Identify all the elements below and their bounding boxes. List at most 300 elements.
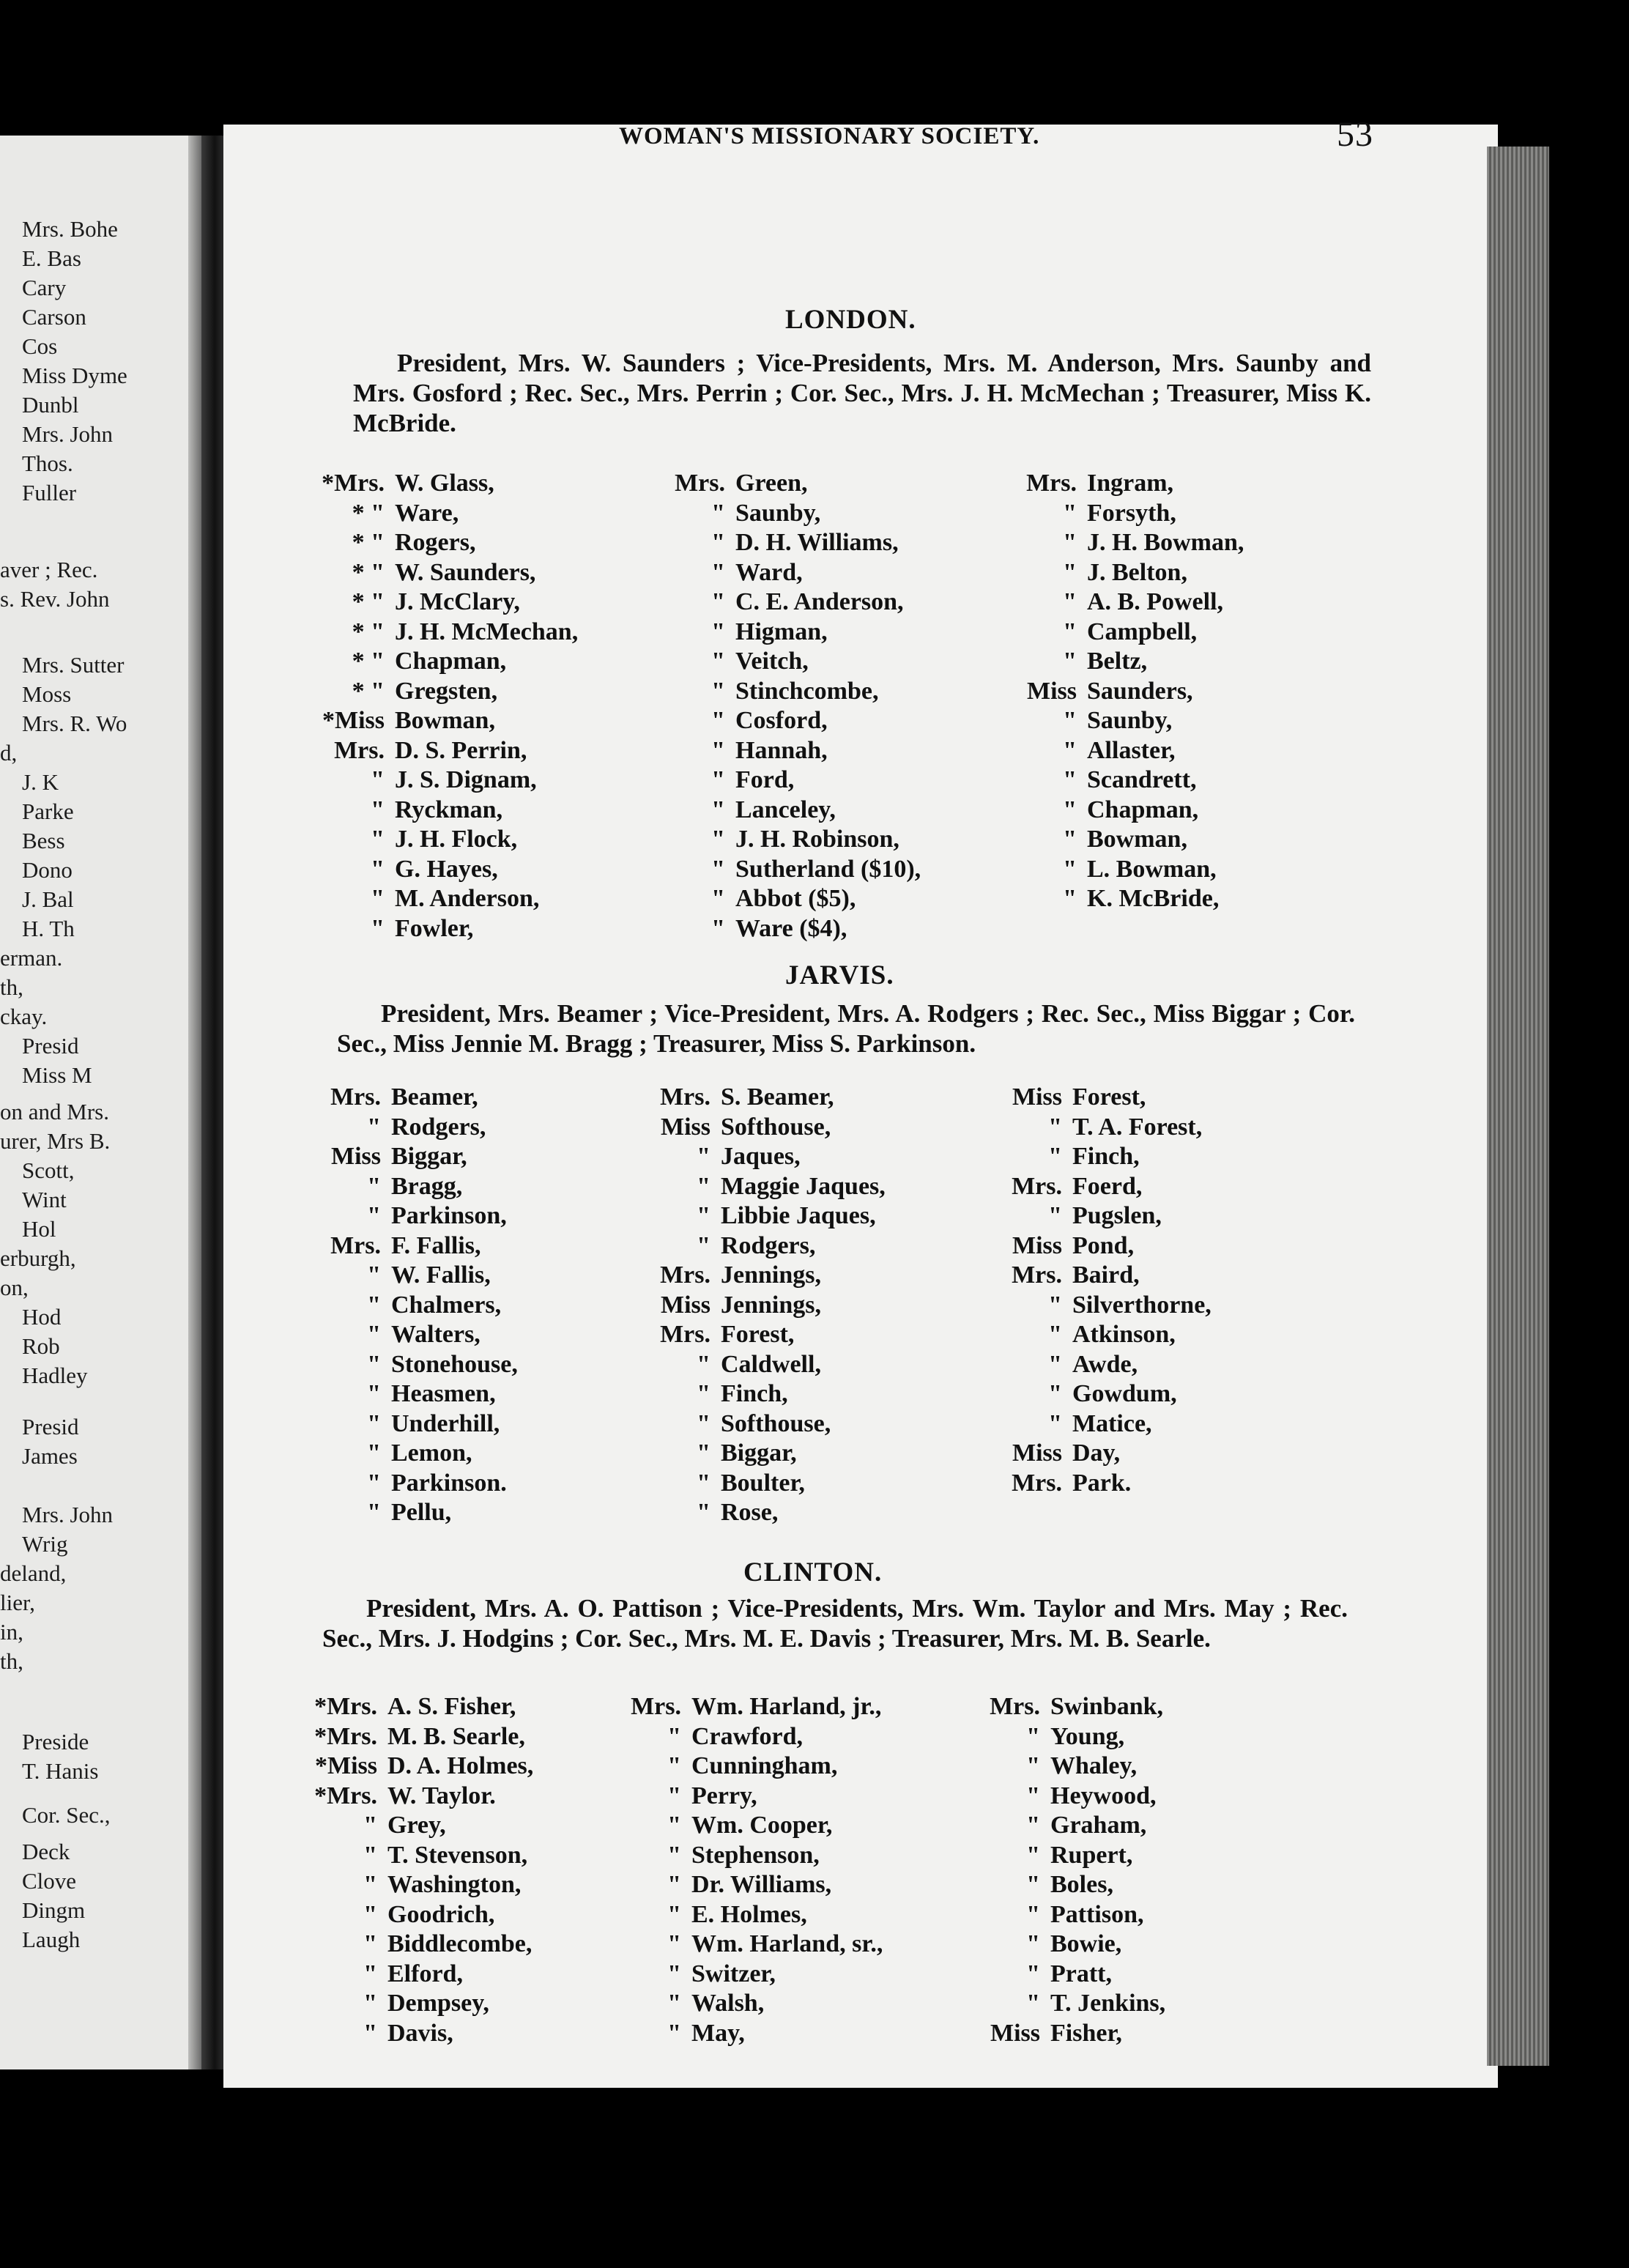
name-entry [982,1350,1211,1380]
name-entry [311,558,578,588]
name-entry [304,1960,533,1990]
title-prefix: " [371,855,385,883]
name-entry [982,1113,1211,1143]
name-entry [311,825,578,855]
member-name: Ryckman, [395,796,503,823]
title-prefix: " [667,1782,681,1809]
member-name: J. Belton, [1087,558,1187,586]
page-fore-edge [1487,147,1549,2066]
member-name: F. Fallis, [391,1231,481,1259]
name-entry [308,1379,518,1409]
left-page-fragment: th, [0,974,23,1000]
member-name: Atkinson, [1072,1321,1176,1348]
title-prefix: " [711,588,725,615]
book-spine [201,136,223,2069]
name-entry [996,884,1244,914]
name-entry [304,1722,533,1752]
officers-jarvis: President, Mrs. Beamer ; Vice-President, Mrs. A. Rodgers ; Rec. Sec., Miss Biggar ; Cor. Sec., Miss Jennie M. Bragg ; Treasurer, Miss S. Parkinson. [337,999,1355,1058]
left-page-fragment: ckay. [0,1004,48,1029]
left-page-fragment: deland, [0,1560,67,1586]
member-name: T. Stevenson, [387,1841,528,1869]
london-column-3 [996,469,1244,914]
left-page-fragment: Rob [22,1333,60,1359]
member-name: Graham, [1050,1812,1147,1839]
left-page-fragment: Dunbl [22,392,79,418]
title-prefix: " [711,558,725,586]
left-page-fragment: Mrs. R. Wo [22,711,127,736]
title-prefix: " [667,1812,681,1839]
name-entry [630,1350,886,1380]
member-name: Biggar, [391,1143,467,1170]
member-name: Davis, [387,2019,453,2047]
member-name: J. McClary, [395,588,520,615]
member-name: Jennings, [721,1261,821,1289]
title-prefix: * " [352,499,385,527]
title-prefix: " [367,1350,381,1378]
left-page-fragment: Thos. [22,451,73,476]
name-entry [960,2019,1165,2049]
title-prefix: *Mrs. [314,1693,377,1720]
member-name: Crawford, [691,1722,804,1750]
name-entry [996,588,1244,618]
member-name: Cunningham, [691,1752,838,1779]
title-prefix: Miss [990,2019,1040,2047]
name-entry [601,1841,883,1871]
title-prefix: " [711,499,725,527]
left-page-fragment: th, [0,1648,23,1674]
title-prefix: " [1048,1113,1062,1141]
left-page-fragment: urer, Mrs B. [0,1128,111,1154]
left-page-fragment: Deck [22,1839,70,1864]
member-name: Rupert, [1050,1841,1133,1869]
name-entry [645,677,921,707]
member-name: Bragg, [391,1172,463,1200]
name-entry [996,825,1244,855]
title-prefix: " [697,1499,710,1526]
title-prefix: Miss [661,1291,710,1319]
title-prefix: " [1063,558,1077,586]
name-entry [601,1960,883,1990]
left-page-fragment: Mrs. Bohe [22,216,118,242]
name-entry [601,1692,883,1722]
member-name: Perry, [691,1782,757,1809]
title-prefix: " [1063,529,1077,556]
member-name: Boulter, [721,1469,805,1497]
name-entry [304,1692,533,1722]
name-entry [960,1900,1165,1930]
title-prefix: " [367,1380,381,1407]
title-prefix: Mrs. [330,1083,381,1111]
jarvis-column-3 [982,1083,1211,1498]
name-entry [645,796,921,826]
left-page-fragment: T. Hanis [22,1758,99,1784]
name-entry [601,1870,883,1900]
member-name: Stephenson, [691,1841,820,1869]
member-name: Saunby, [735,499,821,527]
member-name: Lemon, [391,1439,472,1467]
title-prefix: " [711,529,725,556]
title-prefix: Mrs. [675,470,725,497]
title-prefix: " [667,1930,681,1957]
name-entry [311,647,578,677]
left-page-fragment: Miss M [22,1062,92,1088]
name-entry [996,528,1244,558]
name-entry [996,499,1244,529]
title-prefix: " [1063,826,1077,853]
title-prefix: Mrs. [660,1083,710,1111]
name-entry [645,825,921,855]
title-prefix: " [367,1291,381,1319]
title-prefix: Miss [1027,677,1077,705]
left-page-fragment: Mrs. John [22,421,114,447]
name-entry [311,706,578,736]
name-entry [601,1811,883,1841]
title-prefix: " [667,1900,681,1928]
name-entry [308,1142,518,1172]
name-entry [601,1989,883,2019]
name-entry [630,1498,886,1528]
title-prefix: " [367,1172,381,1200]
title-prefix: " [697,1350,710,1378]
title-prefix: " [1026,1990,1040,2017]
left-page-fragment: aver ; Rec. [0,557,98,582]
name-entry [630,1439,886,1469]
member-name: Gregsten, [395,677,498,705]
member-name: Rodgers, [721,1231,816,1259]
member-name: Silverthorne, [1072,1291,1211,1319]
member-name: L. Bowman, [1087,855,1217,883]
member-name: C. E. Anderson, [735,588,904,615]
title-prefix: Miss [1012,1439,1062,1467]
name-entry [645,855,921,885]
officers-clinton: President, Mrs. A. O. Pattison ; Vice-Presidents, Mrs. Wm. Taylor and Mrs. May ; Rec. Sec., Mrs. J. Hodgins ; Cor. Sec., Mrs. M. E. Davis ; Treasurer, Mrs. M. B. Searle. [322,1594,1348,1653]
title-prefix: " [1048,1202,1062,1229]
member-name: Washington, [387,1871,522,1898]
member-name: Pratt, [1050,1960,1113,1987]
name-entry [960,1960,1165,1990]
title-prefix: " [1026,1930,1040,1957]
title-prefix: Mrs. [1026,470,1077,497]
member-name: Ware ($4), [735,914,847,942]
title-prefix: " [1026,1812,1040,1839]
title-prefix: " [711,648,725,675]
title-prefix: *Mrs. [314,1722,377,1750]
member-name: Green, [735,470,808,497]
name-entry [308,1261,518,1291]
left-page-fragment: Cary [22,275,67,300]
name-entry [960,1722,1165,1752]
left-page-fragment: James [22,1443,78,1469]
name-entry [982,1409,1211,1439]
name-entry [311,914,578,944]
member-name: A. B. Powell, [1087,588,1224,615]
title-prefix: " [711,618,725,645]
name-entry [308,1320,518,1350]
member-name: Dr. Williams, [691,1871,832,1898]
name-entry [311,528,578,558]
member-name: Walters, [391,1321,480,1348]
member-name: Lanceley, [735,796,836,823]
title-prefix: * " [352,588,385,615]
left-page-fragment: Mrs. Sutter [22,652,125,678]
left-page-fragment: Clove [22,1868,77,1894]
title-prefix: " [1063,796,1077,823]
name-entry [645,588,921,618]
left-page-gutter [188,136,201,2069]
title-prefix: Mrs. [1012,1172,1062,1200]
name-entry [982,1379,1211,1409]
title-prefix: Mrs. [990,1693,1040,1720]
name-entry [311,796,578,826]
member-name: Pond, [1072,1231,1135,1259]
member-name: Ward, [735,558,803,586]
member-name: M. Anderson, [395,885,540,912]
name-entry [645,528,921,558]
member-name: Fowler, [395,914,474,942]
left-page-fragment: Fuller [22,480,77,505]
left-page-fragment: erburgh, [0,1245,76,1271]
title-prefix: " [367,1499,381,1526]
title-prefix: " [367,1439,381,1467]
title-prefix: " [363,1990,377,2017]
member-name: Pattison, [1050,1900,1144,1928]
left-page-fragment: Wint [22,1187,67,1212]
left-page-fragment: Scott, [22,1157,75,1183]
name-entry [645,914,921,944]
title-prefix: " [1063,707,1077,734]
member-name: Rose, [721,1499,779,1526]
name-entry [311,884,578,914]
name-entry [308,1350,518,1380]
title-prefix: " [667,1871,681,1898]
name-entry [304,1782,533,1812]
title-prefix: " [1048,1350,1062,1378]
member-name: Young, [1050,1722,1125,1750]
member-name: A. S. Fisher, [387,1693,516,1720]
left-page-fragment: Hol [22,1216,56,1242]
name-entry [982,1201,1211,1231]
name-entry [601,1930,883,1960]
title-prefix: " [1048,1380,1062,1407]
title-prefix: Mrs. [1012,1261,1062,1289]
name-entry [311,618,578,648]
name-entry [304,1811,533,1841]
name-entry [630,1409,886,1439]
title-prefix: " [1063,766,1077,793]
title-prefix: " [367,1409,381,1437]
london-column-2 [645,469,921,944]
member-name: Biddlecombe, [387,1930,533,1957]
title-prefix: Mrs. [1012,1469,1062,1497]
name-entry [630,1083,886,1113]
name-entry [630,1469,886,1499]
member-name: Softhouse, [721,1409,831,1437]
name-entry [996,677,1244,707]
name-entry [996,855,1244,885]
member-name: Heasmen, [391,1380,496,1407]
member-name: Beltz, [1087,648,1148,675]
name-entry [960,1811,1165,1841]
title-prefix: *Miss [315,1752,377,1779]
title-prefix: " [711,914,725,942]
member-name: Walsh, [691,1990,765,2017]
member-name: Whaley, [1050,1752,1138,1779]
name-entry [645,766,921,796]
officers-london: President, Mrs. W. Saunders ; Vice-Presidents, Mrs. M. Anderson, Mrs. Saunby and Mrs. Gosford ; Rec. Sec., Mrs. Perrin ; Cor. Sec., Mrs. J. H. McMechan ; Treasurer, Miss K. McBride. [353,349,1371,437]
name-entry [308,1231,518,1261]
title-prefix: " [711,826,725,853]
member-name: J. H. Robinson, [735,826,899,853]
member-name: Sutherland ($10), [735,855,921,883]
member-name: Gowdum, [1072,1380,1177,1407]
title-prefix: " [697,1469,710,1497]
left-page-fragment: Dingm [22,1897,86,1923]
left-page-fragment: Cos [22,333,58,359]
title-prefix: " [1063,499,1077,527]
name-entry [996,796,1244,826]
left-page-fragment: Hod [22,1304,62,1330]
name-entry [960,1930,1165,1960]
left-page-fragment: Presid [22,1414,79,1439]
title-prefix: " [697,1202,710,1229]
member-name: W. Glass, [395,470,494,497]
name-entry [311,588,578,618]
name-entry [311,736,578,766]
member-name: Forest, [721,1321,795,1348]
title-prefix: " [1048,1321,1062,1348]
name-entry [630,1201,886,1231]
name-entry [996,766,1244,796]
name-entry [982,1469,1211,1499]
name-entry [311,677,578,707]
name-entry [630,1379,886,1409]
running-head: WOMAN'S MISSIONARY SOCIETY. [619,123,1040,149]
name-entry [645,558,921,588]
title-prefix: " [1063,588,1077,615]
name-entry [601,1900,883,1930]
name-entry [630,1291,886,1321]
member-name: J. H. McMechan, [395,618,579,645]
clinton-column-2 [601,1692,883,2048]
member-name: Maggie Jaques, [721,1172,886,1200]
name-entry [308,1083,518,1113]
member-name: Hannah, [735,736,828,764]
title-prefix: " [363,1900,377,1928]
title-prefix: * " [352,618,385,645]
name-entry [982,1261,1211,1291]
member-name: Pugslen, [1072,1202,1162,1229]
name-entry [645,706,921,736]
member-name: Fisher, [1050,2019,1122,2047]
name-entry [960,1692,1165,1722]
title-prefix: " [363,1812,377,1839]
member-name: Pellu, [391,1499,452,1526]
member-name: W. Fallis, [391,1261,491,1289]
member-name: Abbot ($5), [735,885,856,912]
member-name: Cosford, [735,707,828,734]
name-entry [311,499,578,529]
left-page-fragment: J. K [22,769,59,795]
clinton-column-1 [304,1692,533,2048]
name-entry [645,736,921,766]
member-name: Jaques, [721,1143,801,1170]
title-prefix: " [363,1871,377,1898]
left-page-fragment: Parke [22,798,74,824]
name-entry [982,1142,1211,1172]
member-name: Park. [1072,1469,1132,1497]
title-prefix: " [367,1113,381,1141]
member-name: Baird, [1072,1261,1140,1289]
member-name: Awde, [1072,1350,1138,1378]
title-prefix: " [697,1409,710,1437]
member-name: S. Beamer, [721,1083,834,1111]
name-entry [960,1752,1165,1782]
member-name: J. H. Flock, [395,826,518,853]
title-prefix: " [1063,618,1077,645]
member-name: Chapman, [395,648,507,675]
name-entry [960,1989,1165,2019]
name-entry [960,1870,1165,1900]
member-name: Matice, [1072,1409,1152,1437]
member-name: Stonehouse, [391,1350,518,1378]
member-name: Ford, [735,766,795,793]
left-page-fragment: in, [0,1619,23,1645]
member-name: Finch, [721,1380,788,1407]
title-prefix: " [371,885,385,912]
left-page-fragment: lier, [0,1590,35,1615]
name-entry [630,1172,886,1202]
title-prefix: " [667,1722,681,1750]
member-name: Rodgers, [391,1113,486,1141]
name-entry [304,2019,533,2049]
name-entry [308,1172,518,1202]
member-name: Beamer, [391,1083,478,1111]
name-entry [304,1841,533,1871]
title-prefix: " [1063,855,1077,883]
name-entry [630,1320,886,1350]
name-entry [645,884,921,914]
title-prefix: Mrs. [334,736,385,764]
jarvis-column-1 [308,1083,518,1528]
left-page-fragment: Dono [22,857,73,883]
title-prefix: *Mrs. [314,1782,377,1809]
member-name: Underhill, [391,1409,500,1437]
title-prefix: " [367,1261,381,1289]
title-prefix: " [697,1143,710,1170]
member-name: M. B. Searle, [387,1722,525,1750]
name-entry [308,1469,518,1499]
title-prefix: " [1063,885,1077,912]
name-entry [982,1172,1211,1202]
member-name: Parkinson. [391,1469,507,1497]
title-prefix: " [1048,1143,1062,1170]
left-page-fragment: Miss Dyme [22,363,127,388]
member-name: J. S. Dignam, [395,766,537,793]
member-name: Forsyth, [1087,499,1176,527]
name-entry [311,766,578,796]
member-name: Scandrett, [1087,766,1197,793]
left-page-fragment: on and Mrs. [0,1099,109,1124]
name-entry [960,1782,1165,1812]
name-entry [601,1722,883,1752]
member-name: Foerd, [1072,1172,1143,1200]
name-entry [630,1261,886,1291]
left-page-fragment: Mrs. John [22,1502,114,1527]
name-entry [308,1113,518,1143]
member-name: Boles, [1050,1871,1113,1898]
title-prefix: " [1026,1722,1040,1750]
title-prefix: " [711,736,725,764]
